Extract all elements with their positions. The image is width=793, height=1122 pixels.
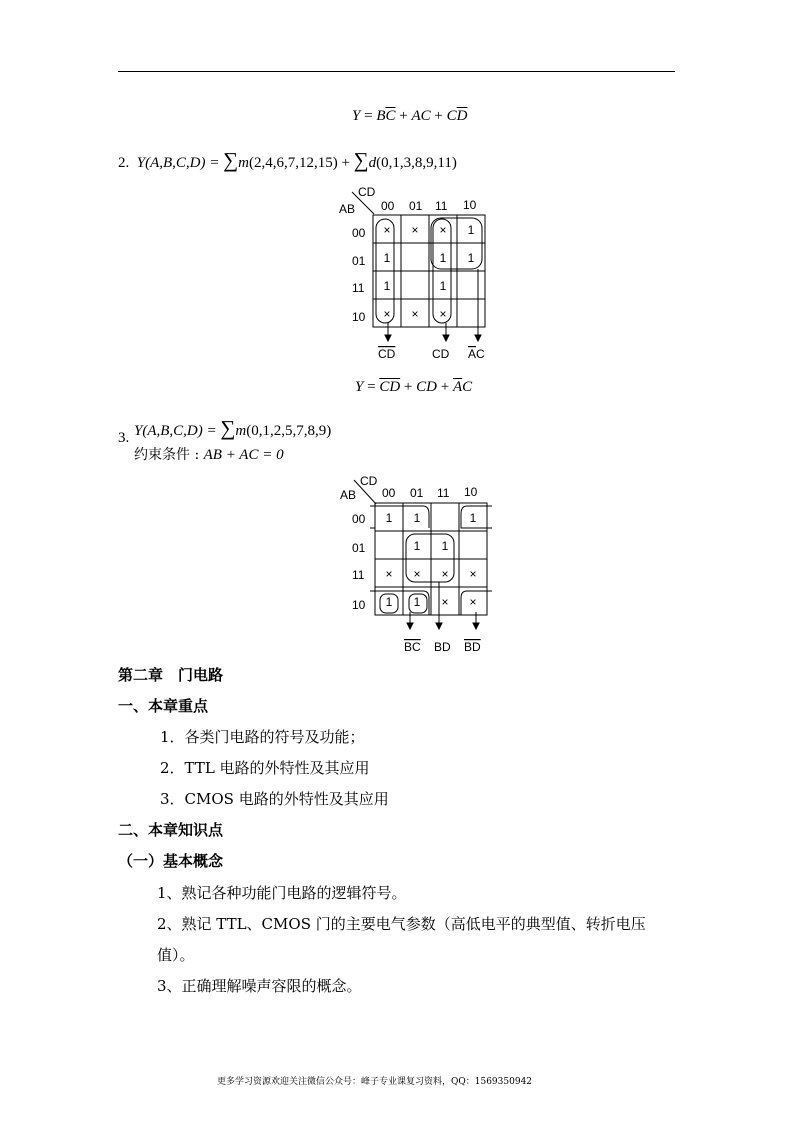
kmap1-cell-3-1: × — [411, 307, 419, 321]
knowledge-2-line2: 值）。 — [157, 946, 195, 964]
kmap2-corner-cd: CD — [360, 474, 378, 488]
kmap2-label-1: BD — [434, 640, 451, 654]
page-footer: 更多学习资源欢迎关注微信公众号：峰子专业课复习资料，QQ：1569350942 — [217, 1077, 533, 1087]
kmap1-cell-1-2: 1 — [439, 251, 447, 265]
kmap2-col-3: 10 — [464, 485, 478, 499]
kmap2-cell-3-2: × — [441, 595, 449, 609]
kmap1-cell-1-0: 1 — [383, 251, 391, 265]
kmap2-col-0: 00 — [382, 486, 396, 500]
chapter-title: 第二章 门电路 — [118, 666, 224, 684]
key-point-3: 3．CMOS 电路的外特性及其应用 — [160, 790, 389, 808]
kmap2-cell-3-3: × — [469, 595, 477, 609]
karnaugh-map-1 — [330, 182, 500, 367]
kmap1-col-3: 10 — [463, 198, 477, 212]
kmap2-label-2: BD — [464, 640, 481, 654]
kmap2-cell-2-0: × — [385, 567, 393, 581]
kmap1-label-1: CD — [432, 347, 450, 361]
kmap1-cell-2-2: 1 — [439, 279, 447, 293]
kmap1-cell-0-2: × — [439, 223, 447, 237]
kmap2-cell-1-2: 1 — [441, 539, 449, 553]
kmap2-cell-0-1: 1 — [413, 511, 421, 525]
kmap1-cell-1-3: 1 — [467, 251, 475, 265]
knowledge-2-line1: 2、熟记 TTL、CMOS 门的主要电气参数（高低电平的典型值、转折电压 — [157, 915, 646, 933]
karnaugh-map-2 — [330, 470, 500, 655]
kmap2-cell-2-2: × — [441, 567, 449, 581]
kmap1-row-1: 01 — [352, 254, 366, 268]
kmap1-row-headers — [352, 226, 366, 324]
kmap1-cell-0-1: × — [411, 223, 419, 237]
kmap2-cell-3-1: 1 — [413, 595, 421, 609]
kmap2-col-headers — [382, 485, 478, 500]
kmap1-row-2: 11 — [352, 281, 365, 295]
knowledge-1: 1、熟记各种功能门电路的逻辑符号。 — [157, 884, 407, 902]
kmap2-cell-2-3: × — [469, 567, 477, 581]
kmap2-row-headers — [352, 512, 366, 612]
kmap2-col-1: 01 — [410, 486, 424, 500]
kmap2-label-0: BC — [404, 640, 421, 654]
kmap1-cell-3-0: × — [383, 307, 391, 321]
section-knowledge: 二、本章知识点 — [118, 821, 224, 839]
kmap1-label-2: AC — [468, 347, 485, 361]
kmap2-cell-1-1: 1 — [413, 539, 421, 553]
equation-2: $Y = \overline{CD}$ + CD + $\overline{A}C$ — [355, 379, 473, 395]
key-point-2: 2．TTL 电路的外特性及其应用 — [160, 759, 370, 777]
equation-1: $Y = B\overline{C}$ + AC + $C\overline{D}$ — [352, 108, 468, 124]
kmap2-corner-ab: AB — [340, 488, 357, 502]
kmap1-corner-ab: AB — [339, 202, 356, 216]
kmap2-cell-0-3: 1 — [469, 511, 477, 525]
kmap1-cell-3-2: × — [439, 307, 447, 321]
kmap2-row-2: 11 — [352, 568, 365, 582]
kmap2-cell-0-0: 1 — [385, 511, 393, 525]
kmap2-col-2: 11 — [437, 486, 450, 500]
item-3-number: 3. — [118, 430, 130, 446]
kmap1-cell-0-3: 1 — [467, 223, 475, 237]
item-3-function: Y(A,B,C,D) = ∑m(0,1,2,5,7,8,9) — [134, 416, 332, 440]
knowledge-3: 3、正确理解噪声容限的概念。 — [157, 977, 362, 995]
item-2-function: 2. Y(A,B,C,D) = ∑m(2,4,6,7,12,15) + ∑d(0,1,3,8,9,11) — [118, 148, 457, 172]
subsection-basic-concepts: （一）基本概念 — [118, 852, 224, 870]
kmap1-corner-cd: CD — [358, 185, 376, 199]
kmap2-cell-2-1: × — [413, 567, 421, 581]
kmap2-row-3: 10 — [352, 598, 366, 612]
kmap2-row-1: 01 — [352, 541, 366, 555]
kmap1-row-3: 10 — [352, 310, 366, 324]
kmap2-row-0: 00 — [352, 512, 366, 526]
kmap1-row-0: 00 — [352, 226, 366, 240]
kmap1-col-headers — [381, 198, 477, 213]
kmap1-label-0: CD — [378, 347, 396, 361]
kmap1-cell-2-0: 1 — [383, 279, 391, 293]
item-3-constraint: 约束条件 : AB + AC = 0 — [134, 447, 284, 463]
section-key-points: 一、本章重点 — [118, 697, 209, 715]
kmap1-cell-0-0: × — [383, 223, 391, 237]
header-rule — [118, 71, 675, 72]
kmap1-col-1: 01 — [409, 199, 423, 213]
key-point-1: 1．各类门电路的符号及功能； — [160, 728, 365, 746]
kmap1-col-0: 00 — [381, 199, 395, 213]
kmap1-col-2: 11 — [435, 199, 448, 213]
kmap2-cell-3-0: 1 — [385, 595, 393, 609]
